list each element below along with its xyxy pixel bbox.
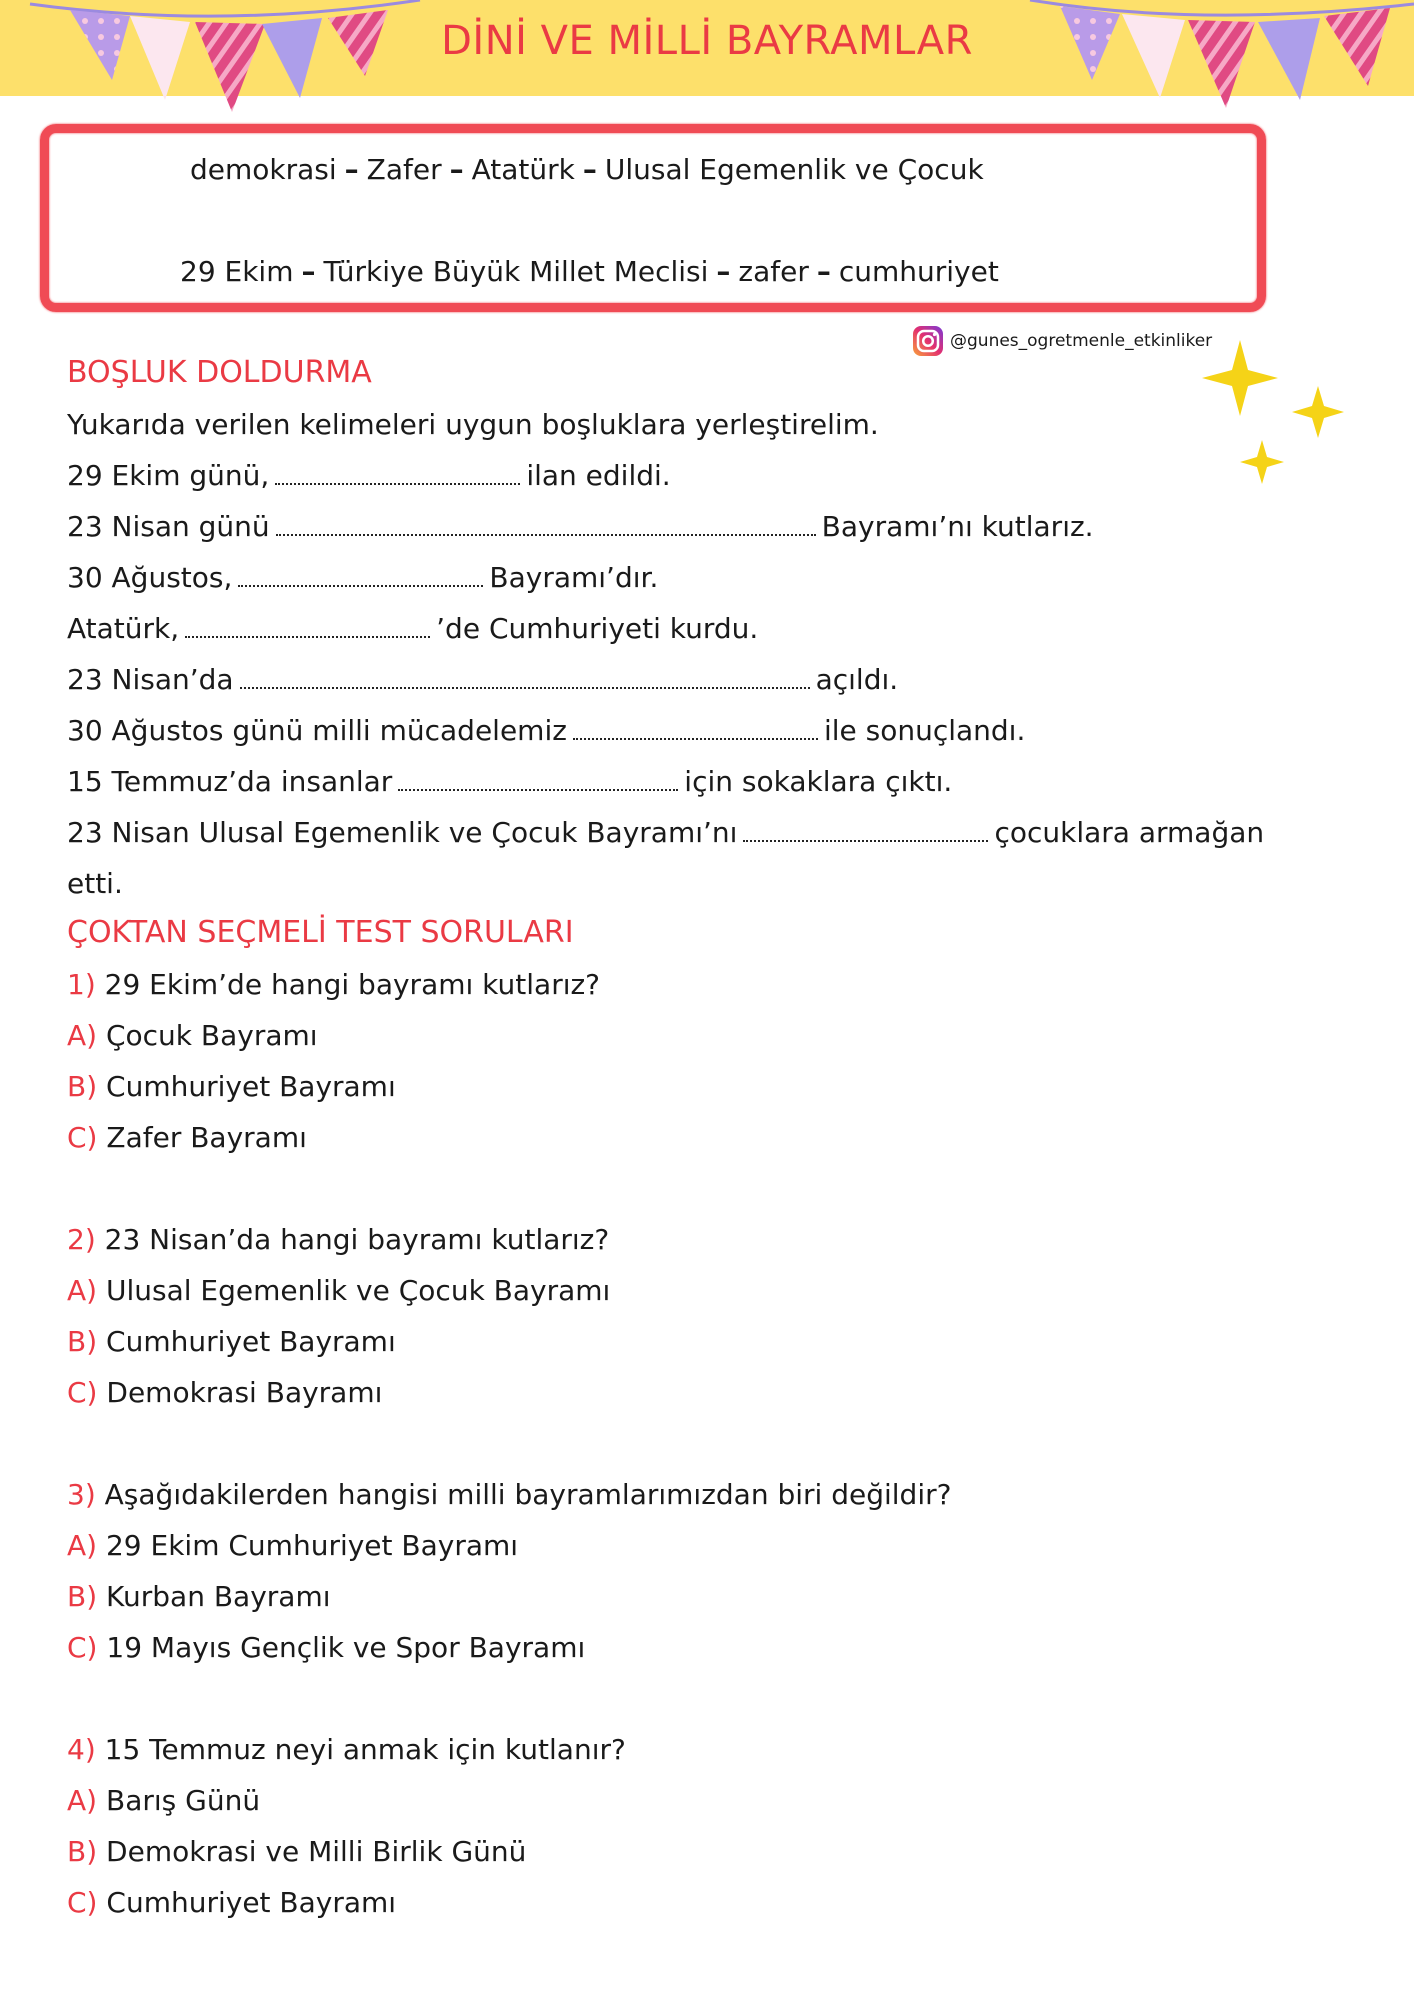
question-1: 1) 29 Ekim’de hangi bayramı kutlarız? <box>67 968 601 1001</box>
instagram-icon <box>912 325 944 357</box>
sparkle-stars-icon <box>1200 340 1360 500</box>
option-4c[interactable]: C) Cumhuriyet Bayramı <box>67 1886 397 1919</box>
word-separator: – <box>449 153 464 186</box>
word-separator: – <box>816 255 831 288</box>
blank-line[interactable] <box>238 563 483 587</box>
question-2: 2) 23 Nisan’da hangi bayramı kutlarız? <box>67 1223 610 1256</box>
word-separator: – <box>716 255 731 288</box>
word-bank-word: Türkiye Büyük Millet Meclisi <box>323 255 709 288</box>
option-3c[interactable]: C) 19 Mayıs Gençlik ve Spor Bayramı <box>67 1631 586 1664</box>
word-bank-word: demokrasi <box>190 153 337 186</box>
option-3a[interactable]: A) 29 Ekim Cumhuriyet Bayramı <box>67 1529 519 1562</box>
word-bank-word: cumhuriyet <box>838 255 999 288</box>
blank-line[interactable] <box>573 716 818 740</box>
fill-item-5: 23 Nisan’da açıldı. <box>67 663 899 696</box>
blank-line[interactable] <box>185 614 430 638</box>
section-heading-fill-in: BOŞLUK DOLDURMA <box>67 355 372 390</box>
page-title: DİNİ VE MİLLİ BAYRAMLAR <box>441 18 973 64</box>
word-separator: – <box>582 153 597 186</box>
word-bank-word: Zafer <box>366 153 442 186</box>
fill-item-4: Atatürk, ’de Cumhuriyeti kurdu. <box>67 612 759 645</box>
section-heading-multiple-choice: ÇOKTAN SEÇMELİ TEST SORULARI <box>67 915 574 950</box>
fill-item-1: 29 Ekim günü, ilan edildi. <box>67 459 671 492</box>
blank-line[interactable] <box>275 461 520 485</box>
option-2b[interactable]: B) Cumhuriyet Bayramı <box>67 1325 396 1358</box>
question-number: 1) <box>67 968 96 1001</box>
instruction-text: Yukarıda verilen kelimeleri uygun boşluklara yerleştirelim. <box>67 408 879 441</box>
fill-item-8-continuation: etti. <box>67 867 123 900</box>
question-4: 4) 15 Temmuz neyi anmak için kutlanır? <box>67 1733 626 1766</box>
option-2c[interactable]: C) Demokrasi Bayramı <box>67 1376 383 1409</box>
fill-item-6: 30 Ağustos günü milli mücadelemiz ile sonuçlandı. <box>67 714 1026 747</box>
word-separator: – <box>344 153 359 186</box>
option-4a[interactable]: A) Barış Günü <box>67 1784 261 1817</box>
blank-line[interactable] <box>398 767 678 791</box>
option-1b[interactable]: B) Cumhuriyet Bayramı <box>67 1070 396 1103</box>
option-3b[interactable]: B) Kurban Bayramı <box>67 1580 331 1613</box>
option-1a[interactable]: A) Çocuk Bayramı <box>67 1019 318 1052</box>
word-bank-row-2 <box>180 255 999 288</box>
question-number: 3) <box>67 1478 96 1511</box>
blank-line[interactable] <box>276 512 816 536</box>
word-bank-word: 29 Ekim <box>180 255 294 288</box>
question-number: 4) <box>67 1733 96 1766</box>
word-bank-word: Atatürk <box>471 153 575 186</box>
word-separator: – <box>301 255 316 288</box>
option-4b[interactable]: B) Demokrasi ve Milli Birlik Günü <box>67 1835 527 1868</box>
word-bank-row-1 <box>190 153 984 186</box>
question-3: 3) Aşağıdakilerden hangisi milli bayramlarımızdan biri değildir? <box>67 1478 952 1511</box>
fill-item-3: 30 Ağustos, Bayramı’dır. <box>67 561 659 594</box>
fill-item-2: 23 Nisan günü Bayramı’nı kutlarız. <box>67 510 1094 543</box>
blank-line[interactable] <box>240 665 810 689</box>
option-1c[interactable]: C) Zafer Bayramı <box>67 1121 307 1154</box>
option-2a[interactable]: A) Ulusal Egemenlik ve Çocuk Bayramı <box>67 1274 611 1307</box>
instagram-credit <box>912 325 1212 357</box>
blank-line[interactable] <box>743 818 988 842</box>
fill-item-7: 15 Temmuz’da insanlar için sokaklara çıktı. <box>67 765 953 798</box>
word-bank-word: zafer <box>738 255 809 288</box>
question-number: 2) <box>67 1223 96 1256</box>
instagram-handle: @gunes_ogretmenle_etkinliker <box>950 331 1213 351</box>
word-bank-word: Ulusal Egemenlik ve Çocuk <box>604 153 984 186</box>
fill-item-8: 23 Nisan Ulusal Egemenlik ve Çocuk Bayramı’nı çocuklara armağan <box>67 816 1265 849</box>
